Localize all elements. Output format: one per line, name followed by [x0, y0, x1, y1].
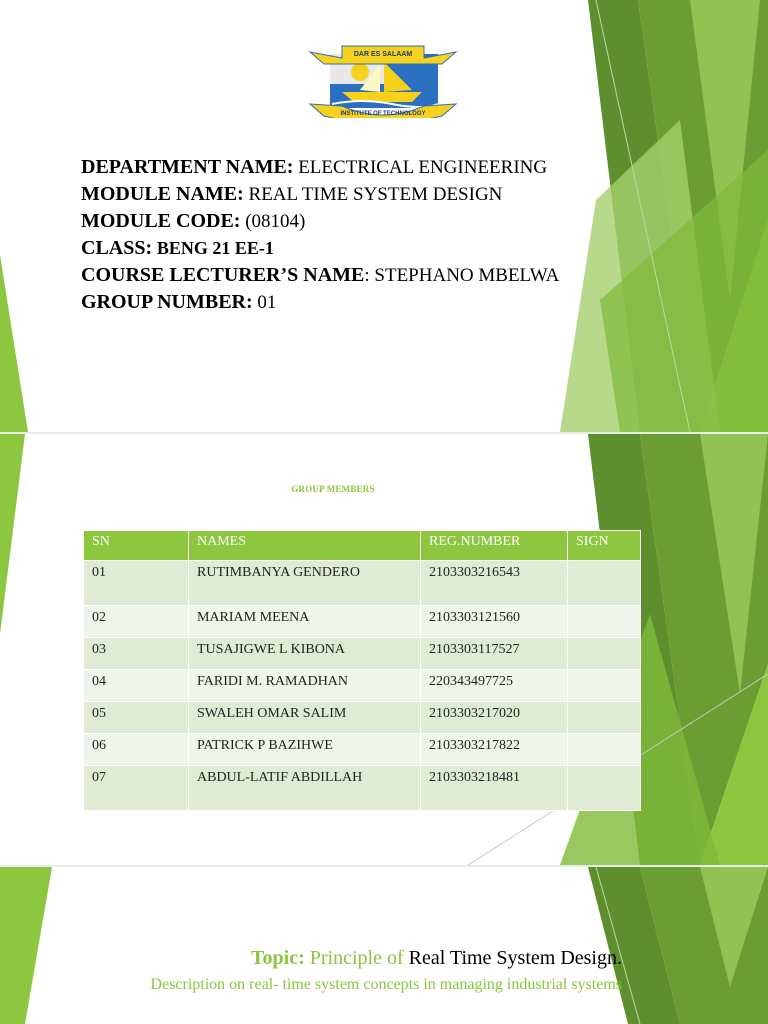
group-number-label: GROUP NUMBER: [81, 291, 253, 313]
svg-text:INSTITUTE OF TECHNOLOGY: INSTITUTE OF TECHNOLOGY [340, 111, 426, 117]
table-row [84, 734, 641, 766]
course-info [81, 154, 559, 316]
table-row [84, 561, 641, 606]
group-number-value: 01 [257, 292, 277, 313]
cell-sign [568, 606, 641, 638]
module-code-line [81, 208, 559, 235]
cell-sign [568, 766, 641, 811]
cell-sn: 05 [84, 702, 189, 734]
group-members-slide [0, 434, 768, 865]
cell-sn: 02 [84, 606, 189, 638]
column-header-names: NAMES [189, 531, 421, 561]
institute-logo [302, 44, 464, 118]
topic-line [251, 947, 622, 970]
lecturer-label: COURSE LECTURER’S NAME [81, 264, 365, 286]
cell-name: TUSAJIGWE L KIBONA [189, 638, 421, 670]
green-facet-decoration [0, 867, 768, 1024]
cell-reg: 2103303216543 [421, 561, 568, 606]
topic-description: Description on real- time system concepts in managing industrial systems [150, 976, 622, 993]
topic-label: Topic: [251, 947, 305, 969]
cell-sign [568, 638, 641, 670]
cell-name: FARIDI M. RAMADHAN [189, 670, 421, 702]
department-line [81, 154, 559, 181]
table-row [84, 638, 641, 670]
table-row [84, 670, 641, 702]
cell-sn: 06 [84, 734, 189, 766]
group-members-heading: GROUP MEMBERS [291, 484, 375, 494]
column-header-sn: SN [84, 531, 189, 561]
cell-sn: 03 [84, 638, 189, 670]
cell-sign [568, 670, 641, 702]
group-number-line [81, 289, 559, 316]
title-slide [0, 0, 768, 432]
department-value: ELECTRICAL ENGINEERING [298, 157, 548, 178]
cell-sign [568, 702, 641, 734]
cell-sign [568, 734, 641, 766]
table-row [84, 606, 641, 638]
cell-sn: 07 [84, 766, 189, 811]
table-row [84, 702, 641, 734]
cell-sign [568, 561, 641, 606]
module-name-label: MODULE NAME: [81, 183, 244, 205]
column-header-sign: SIGN [568, 531, 641, 561]
module-code-value: (08104) [245, 211, 306, 232]
topic-slide [0, 867, 768, 1024]
cell-name: RUTIMBANYA GENDERO [189, 561, 421, 606]
table-row [84, 766, 641, 811]
cell-name: PATRICK P BAZIHWE [189, 734, 421, 766]
topic-title: Real Time System Design. [408, 947, 622, 969]
class-line [81, 235, 559, 262]
module-name-value: REAL TIME SYSTEM DESIGN [248, 184, 503, 205]
table-header-row [84, 531, 641, 561]
cell-sn: 04 [84, 670, 189, 702]
cell-name: MARIAM MEENA [189, 606, 421, 638]
svg-text:DAR ES SALAAM: DAR ES SALAAM [353, 51, 413, 58]
column-header-reg-number: REG.NUMBER [421, 531, 568, 561]
cell-reg: 2103303217822 [421, 734, 568, 766]
cell-reg: 2103303121560 [421, 606, 568, 638]
module-name-line [81, 181, 559, 208]
department-label: DEPARTMENT NAME: [81, 156, 294, 178]
topic-prefix: Principle of [304, 947, 409, 969]
members-table [83, 530, 641, 811]
cell-reg: 2103303117527 [421, 638, 568, 670]
lecturer-line [81, 262, 559, 289]
lecturer-value: : STEPHANO MBELWA [364, 265, 560, 286]
class-label: CLASS: [81, 237, 153, 259]
cell-sn: 01 [84, 561, 189, 606]
cell-reg: 2103303218481 [421, 766, 568, 811]
module-code-label: MODULE CODE: [81, 210, 241, 232]
cell-reg: 220343497725 [421, 670, 568, 702]
class-value: BENG 21 EE-1 [156, 238, 274, 258]
cell-reg: 2103303217020 [421, 702, 568, 734]
cell-name: ABDUL-LATIF ABDILLAH [189, 766, 421, 811]
cell-name: SWALEH OMAR SALIM [189, 702, 421, 734]
